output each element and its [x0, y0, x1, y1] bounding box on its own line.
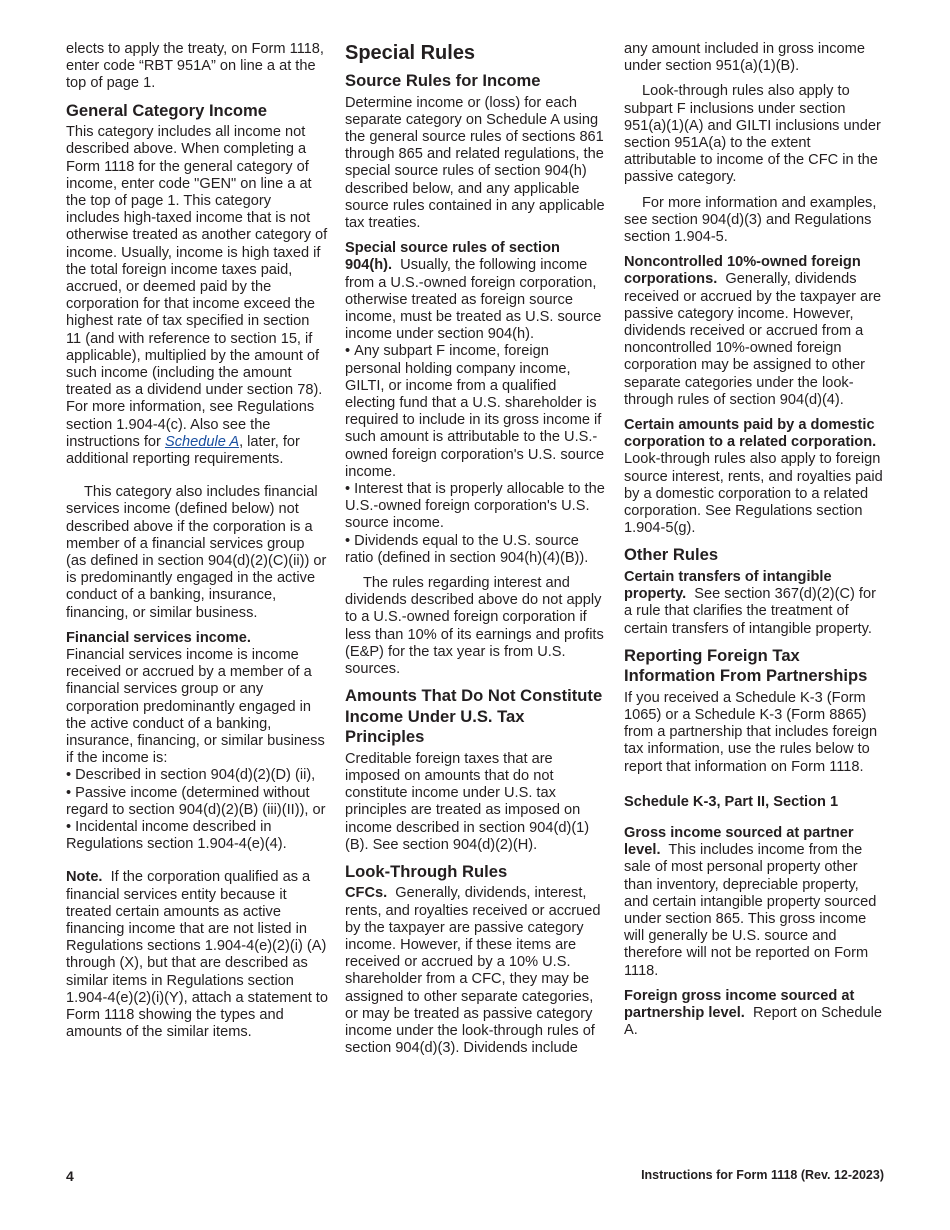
paragraph: If you received a Schedule K-3 (Form 1065) or a Schedule K-3 (Form 8865) from a partnership that includes foreign tax information, use the rules below to report that information on Form 1118.	[624, 689, 878, 775]
run-in-heading: Financial services income.	[66, 629, 251, 646]
heading-source-rules: Source Rules for Income	[345, 71, 541, 90]
bullet-item: Passive income (determined without regard to section 904(d)(2)(B) (iii)(II)), or	[66, 784, 326, 818]
heading-look-through-rules: Look-Through Rules	[345, 861, 508, 881]
run-in-heading: Gross income sourced at partner level.	[624, 825, 854, 859]
paragraph-cfcs: CFCs. Generally, dividends, interest, rents, and royalties received or accrued by the taxpayer are passive category income. However, if these items are received or accrued by a 10% U.S. shareholder from a CFC, they may be assigned to other separate categories, or may be treated as passive category income under the look-through rules of section 904(d)(3). Dividends include	[345, 885, 601, 1057]
heading-special-rules: Special Rules	[345, 42, 476, 64]
bullet-item: Interest that is properly allocable to the U.S.-owned foreign corporation's U.S. source income.	[345, 480, 605, 532]
paragraph-special-source-rules: Special source rules of section 904(h). Usually, the following income from a U.S.-owned foreign corporation, otherwise treated as foreign source income, must be treated as U.S. source income under section 904(h). • Any subpart F income, foreign personal holding company income, GILTI, or income from a qualified electing fund that a U.S. shareholder is required to include in its gross income if such amount is attributable to the U.S.-owned foreign corporation's U.S. source income. • Interest that is properly allocable to the U.S.-owned foreign corporation's U.S. source income. • Dividends equal to the U.S. source ratio (defined in section 904(h)(4)(B)).	[345, 240, 605, 566]
bullet-item: Dividends equal to the U.S. source ratio (defined in section 904(h)(4)(B)).	[345, 532, 589, 566]
bullet-item: Described in section 904(d)(2)(D) (ii),	[75, 767, 316, 784]
paragraph: This category also includes financial services income (defined below) not described above if the corporation is a member of a financial services group (as defined in section 904(d)(2)(C)(ii)) or is predominantly engaged in the active conduct of a banking, insurance, financing, or similar business.	[66, 484, 327, 621]
column-3	[624, 41, 886, 1047]
paragraph-certain-amounts: Certain amounts paid by a domestic corporation to a related corporation. Look-through rules also apply to foreign source interest, rents, and royalties paid by a domestic corporation to a related corporation. See Regulations section 1.904-5(g).	[624, 417, 883, 537]
note-paragraph: Note. If the corporation qualified as a financial services entity because it treated certain amounts as active financing income that are not listed in Regulations sections 1.904-4(e)(2)(i) (A) through (X), but that are described as similar items in Regulations section 1.904-4(e)(2)(i)(Y), attach a statement to Form 1118 showing the types and amounts of the similar items.	[66, 869, 328, 1041]
paragraph-foreign-gross-income: Foreign gross income sourced at partnership level. Report on Schedule A.	[624, 987, 882, 1039]
paragraph: For more information and examples, see section 904(d)(3) and Regulations section 1.904-5.	[624, 194, 877, 246]
heading-general-category-income: General Category Income	[66, 100, 268, 120]
bullet-item: Any subpart F income, foreign personal holding company income, GILTI, or income from a qualified electing fund that a U.S. shareholder is required to include in its gross income if such amount is attributable to the U.S.-owned foreign corporation's U.S. source income.	[345, 343, 605, 480]
column-1	[66, 41, 328, 1049]
paragraph: Look-through rules also apply to subpart F inclusions under section 951(a)(1)(A) and GILTI inclusions under section 951A(a) to the extent attributable to income of the CFC in the passive category.	[624, 83, 881, 186]
run-in-heading: Noncontrolled 10%-owned foreign corporations.	[624, 254, 861, 288]
bullet-item: Incidental income described in Regulations section 1.904-4(e)(4).	[66, 819, 287, 853]
paragraph: Determine income or (loss) for each separate category on Schedule A using the general source rules of sections 861 through 865 and related regulations, the special source rules of section 904(h) described below, and any applicable source rules contained in any applicable tax treaties.	[345, 94, 605, 231]
run-in-heading: Certain transfers of intangible property.	[624, 568, 832, 603]
footer-form-title: Instructions for Form 1118 (Rev. 12-2023)	[641, 1168, 884, 1182]
paragraph: any amount included in gross income under section 951(a)(1)(B).	[624, 41, 865, 75]
paragraph-gross-income-partner: Gross income sourced at partner level. This includes income from the sale of most personal property other than inventory, depreciable property, and certain intangible property sourced under section 865. This gross income will generally be U.S. source and therefore will not be reported on Form 1118.	[624, 825, 877, 979]
schedule-a-link[interactable]: Schedule A	[164, 433, 240, 450]
run-in-heading: Special source rules of section 904(h).	[345, 240, 560, 274]
paragraph: The rules regarding interest and dividends described above do not apply to a U.S.-owned foreign corporation if less than 10% of its earnings and profits (E&P) for the tax year is from U.S. sources.	[345, 574, 604, 677]
heading-other-rules: Other Rules	[624, 545, 719, 565]
run-in-heading: Certain amounts paid by a domestic corporation to a related corporation.	[624, 417, 877, 451]
note-label: Note.	[66, 869, 103, 886]
heading-reporting-foreign-tax: Reporting Foreign Tax Information From Partnerships	[624, 645, 868, 686]
paragraph-financial-services: Financial services income. Financial services income is income received or accrued by a member of a financial services group or any corporation predominantly engaged in the active conduct of a banking, insurance, financing, or similar business if the income is: • Described in section 904(d)(2)(D) (ii), • Passive income (determined without regard to section 904(d)(2)(B) (iii)(II)), or • Incidental income described in Regulations section 1.904-4(e)(4).	[66, 629, 326, 853]
column-2	[345, 41, 607, 1065]
run-in-heading: Foreign gross income sourced at partnership level.	[624, 987, 855, 1022]
paragraph: This category includes all income not described above. When completing a Form 1118 for the general category of income, enter code "GEN" on line a at the top of page 1. This category includes high-taxed income that is not otherwise treated as another category of income. Usually, income is high taxed if the total foreign income taxes paid, accrued, or deemed paid by the corporation for that income exceed the highest rate of tax specified in section 11 (and with reference to section 15, if applicable), multiplied by the amount of such income (including the amount treated as a dividend under section 78). For more information, see Regulations section 1.904-4(c). Also see the instructions for Schedule A, later, for additional reporting requirements.	[66, 124, 328, 467]
paragraph-noncontrolled: Noncontrolled 10%-owned foreign corporations. Generally, dividends received or accrued by the taxpayer are passive category income. However, dividends received or accrued from a noncontrolled 10%-owned foreign corporation may be assigned to other separate categories under the look-through rules of section 904(d)(4).	[624, 254, 882, 408]
paragraph: elects to apply the treaty, on Form 1118, enter code “RBT 951A” on line a at the top of page 1.	[66, 41, 324, 92]
heading-amounts: Amounts That Do Not Constitute Income Under U.S. Tax Principles	[345, 686, 603, 747]
run-in-heading: CFCs.	[345, 885, 388, 902]
paragraph-certain-transfers: Certain transfers of intangible property. See section 367(d)(2)(C) for a rule that clarifies the treatment of certain transfers of intangible property.	[624, 568, 876, 637]
subheading-schedule-k3: Schedule K-3, Part II, Section 1	[624, 793, 839, 810]
page-number: 4	[66, 1168, 74, 1184]
paragraph: Creditable foreign taxes that are imposed on amounts that do not constitute income under U.S. tax principles are treated as imposed on income described in section 904(d)(1) (B). See section 904(d)(2)(H).	[345, 750, 590, 853]
